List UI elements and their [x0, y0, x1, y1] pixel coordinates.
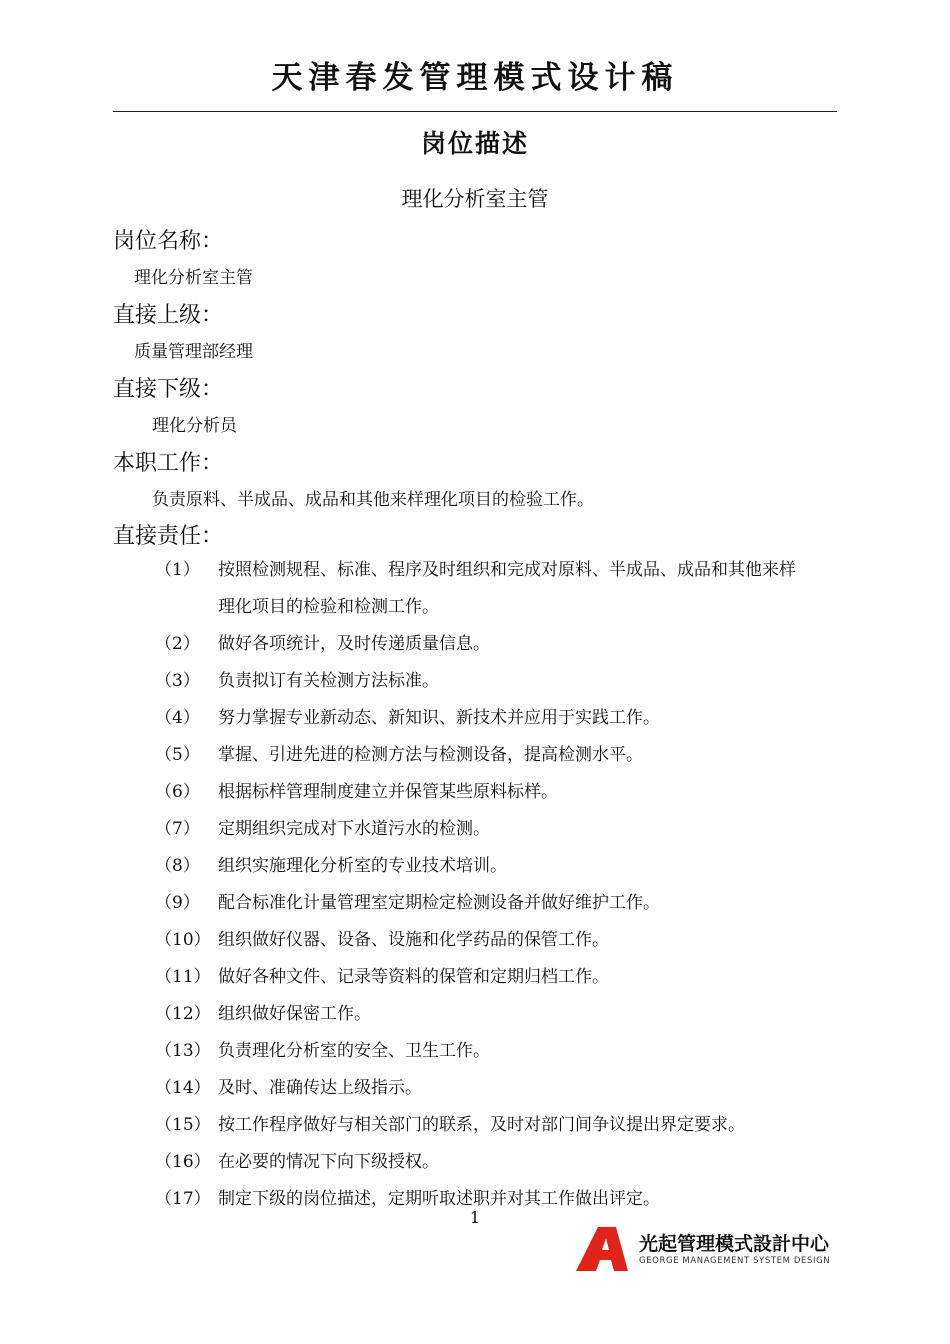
duty-item-2 — [155, 629, 845, 666]
duty-item-3 — [155, 666, 845, 703]
position-name-value: 理化分析室主管 — [134, 268, 253, 288]
duty-text: 定期组织完成对下水道污水的检测。 — [218, 819, 490, 839]
duty-item-1 — [155, 555, 845, 629]
duty-item-14 — [155, 1073, 845, 1110]
footer-logo — [576, 1225, 841, 1273]
duty-text: 掌握、引进先进的检测方法与检测设备，提高检测水平。 — [218, 745, 643, 765]
position-name-heading: 岗位名称： — [113, 229, 224, 254]
duty-text: 根据标样管理制度建立并保管某些原料标样。 — [218, 782, 558, 802]
duty-list — [155, 555, 845, 1221]
duty-item-8 — [155, 851, 845, 888]
duty-text: 组织做好保密工作。 — [218, 1004, 371, 1024]
duty-item-4 — [155, 703, 845, 740]
duty-number: （2） — [155, 634, 200, 654]
duty-text: 在必要的情况下向下级授权。 — [218, 1152, 439, 1172]
duty-item-6 — [155, 777, 845, 814]
subordinate-value: 理化分析员 — [152, 416, 237, 436]
duty-item-16 — [155, 1147, 845, 1184]
duty-text: 制定下级的岗位描述，定期听取述职并对其工作做出评定。 — [218, 1189, 660, 1209]
duty-item-10 — [155, 925, 845, 962]
duty-number: （11） — [155, 967, 211, 987]
duty-number: （1） — [155, 560, 200, 580]
duty-text: 负责理化分析室的安全、卫生工作。 — [218, 1041, 490, 1061]
subordinate-heading: 直接下级： — [113, 377, 224, 402]
duty-item-11 — [155, 962, 845, 999]
duty-text: 负责拟订有关检测方法标准。 — [218, 671, 439, 691]
responsibilities-heading: 直接责任： — [113, 524, 224, 549]
header-title: 天津春发管理模式设计稿 — [271, 60, 679, 96]
duty-number: （8） — [155, 856, 200, 876]
duty-text: 按照检测规程、标准、程序及时组织和完成对原料、半成品、成品和其他来样 — [218, 560, 796, 580]
duty-number: （9） — [155, 893, 200, 913]
duty-number: （10） — [155, 930, 211, 950]
main-duty-value: 负责原料、半成品、成品和其他来样理化项目的检验工作。 — [152, 490, 594, 510]
duty-number: （14） — [155, 1078, 211, 1098]
superior-heading: 直接上级： — [113, 303, 224, 328]
duty-text: 及时、准确传达上级指示。 — [218, 1078, 422, 1098]
duty-item-13 — [155, 1036, 845, 1073]
duty-text: 组织实施理化分析室的专业技术培训。 — [218, 856, 507, 876]
duty-number: （6） — [155, 782, 200, 802]
duty-item-7 — [155, 814, 845, 851]
duty-number: （13） — [155, 1041, 211, 1061]
duty-text: 配合标准化计量管理室定期检定检测设备并做好维护工作。 — [218, 893, 660, 913]
duty-text: 组织做好仪器、设备、设施和化学药品的保管工作。 — [218, 930, 609, 950]
duty-item-5 — [155, 740, 845, 777]
superior-value: 质量管理部经理 — [134, 342, 253, 362]
duty-text: 按工作程序做好与相关部门的联系，及时对部门间争议提出界定要求。 — [218, 1115, 745, 1135]
duty-number: （5） — [155, 745, 200, 765]
duty-number: （4） — [155, 708, 200, 728]
logo-text-cn: 光起管理模式設計中心 — [639, 1233, 830, 1255]
duty-number: （7） — [155, 819, 200, 839]
document-title: 岗位描述 — [420, 129, 529, 158]
duty-number: （3） — [155, 671, 200, 691]
duty-text: 做好各项统计，及时传递质量信息。 — [218, 634, 490, 654]
header-divider — [113, 111, 837, 112]
duty-number: （16） — [155, 1152, 211, 1172]
duty-text-continued: 理化项目的检验和检测工作。 — [218, 597, 439, 617]
logo-a-icon — [576, 1227, 634, 1271]
main-duty-heading: 本职工作： — [113, 451, 224, 476]
duty-item-9 — [155, 888, 845, 925]
duty-number: （15） — [155, 1115, 211, 1135]
document-subtitle: 理化分析室主管 — [401, 187, 549, 211]
duty-item-12 — [155, 999, 845, 1036]
page-number: 1 — [469, 1208, 481, 1227]
duty-number: （17） — [155, 1189, 211, 1209]
logo-text-en: GEORGE MANAGEMENT SYSTEM DESIGN — [639, 1256, 831, 1266]
duty-text: 努力掌握专业新动态、新知识、新技术并应用于实践工作。 — [218, 708, 660, 728]
duty-number: （12） — [155, 1004, 211, 1024]
duty-text: 做好各种文件、记录等资料的保管和定期归档工作。 — [218, 967, 609, 987]
duty-item-15 — [155, 1110, 845, 1147]
